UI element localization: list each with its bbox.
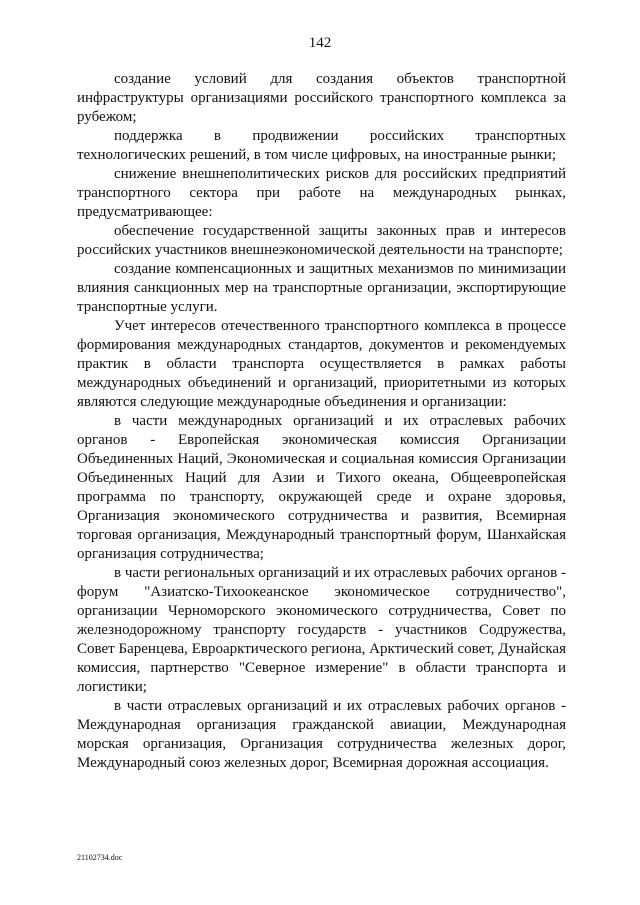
paragraph-1: создание условий для создания объектов транспортной инфраструктуры организациями российского транспортного комплекса за рубежом; xyxy=(77,71,566,125)
paragraph-6: Учет интересов отечественного транспортного комплекса в процессе формирования международных стандартов, документов и рекомендуемых практик в области транспорта осуществляется в рамках работы международных объединений и организаций, приоритетными из которых являются следующие международные объединения и организации: xyxy=(77,318,566,410)
paragraph-8: в части региональных организаций и их отраслевых рабочих органов - форум "Азиатско-Тихоокеанское экономическое сотрудничество", организации Черноморского экономического сотрудничества, Совет по железнодорожному транспорту государств - участников Содружества, Совет Баренцева, Евроарктического региона, Арктический совет, Дунайская комиссия, партнерство "Северное измерение" в области транспорта и логистики; xyxy=(77,565,566,695)
paragraph-4: обеспечение государственной защиты законных прав и интересов российских участников внешнеэкономической деятельности на транспорте; xyxy=(77,223,566,258)
document-filename: 21102734.doc xyxy=(77,853,123,862)
document-body xyxy=(77,70,566,773)
paragraph-3: снижение внешнеполитических рисков для российских предприятий транспортного сектора при работе на международных рынках, предусматривающее: xyxy=(77,166,566,220)
paragraph-2: поддержка в продвижении российских транспортных технологических решений, в том числе цифровых, на иностранные рынки; xyxy=(77,128,566,163)
paragraph-9: в части отраслевых организаций и их отраслевых рабочих органов - Международная организация гражданской авиации, Международная морская организация, Организация сотрудничества железных дорог, Международный союз железных дорог, Всемирная дорожная ассоциация. xyxy=(77,698,566,771)
paragraph-5: создание компенсационных и защитных механизмов по минимизации влияния санкционных мер на транспортные организации, экспортирующие транспортные услуги. xyxy=(77,261,566,315)
page-number: 142 xyxy=(308,35,332,51)
paragraph-7: в части международных организаций и их отраслевых рабочих органов - Европейская экономическая комиссия Организации Объединенных Наций, Экономическая и социальная комиссия Организации Объединенных Наций для Азии и Тихого океана, Общеевропейская программа по транспорту, окружающей среде и охране здоровья, Организация экономического сотрудничества и развития, Всемирная торговая организация, Международный транспортный форум, Шанхайская организация сотрудничества; xyxy=(77,413,566,562)
